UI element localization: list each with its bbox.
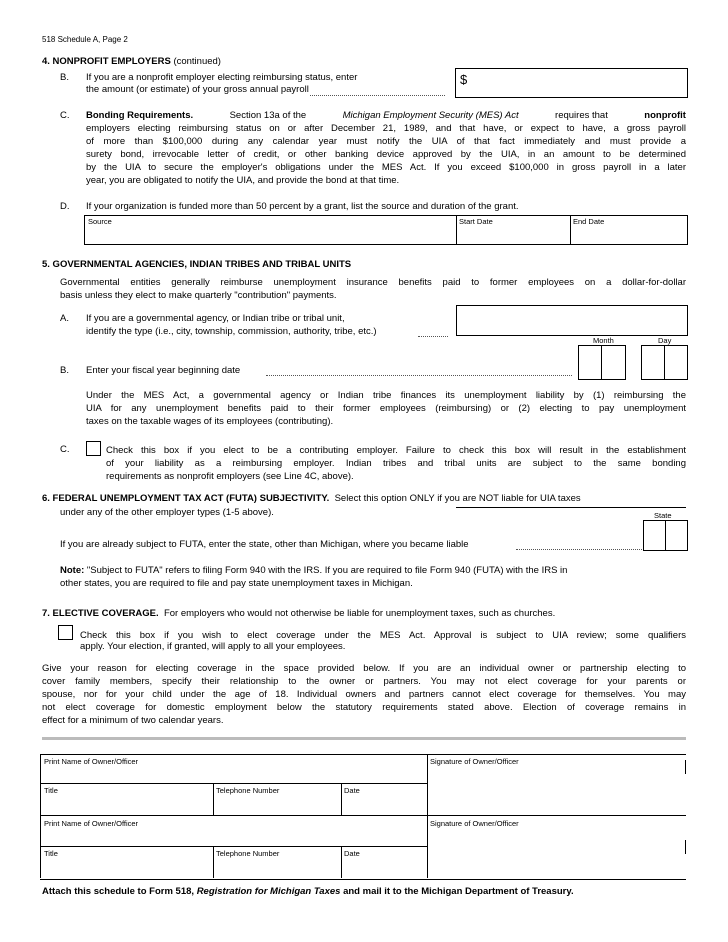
print-name-input[interactable]: [42, 767, 425, 782]
divider: [40, 754, 41, 878]
divider: [427, 754, 428, 878]
signature-field[interactable]: [430, 767, 684, 813]
divider: [341, 846, 342, 878]
gross-payroll-field[interactable]: [455, 68, 688, 98]
item-4c-line5: by the UIA to secure the employer's obligations under the MES Act. If you exceed $100,000 in gross payroll in a later: [86, 162, 686, 173]
item-4d-letter: D.: [60, 201, 70, 212]
divider: [601, 346, 602, 379]
divider: [40, 846, 427, 847]
elective-coverage-checkbox[interactable]: [58, 625, 73, 640]
item-4c-line1: Bonding Requirements. Section 13a of the Michigan Employment Security (MES) Act requires that nonprofit: [86, 110, 686, 121]
item-5a-line1: If you are a governmental agency, or Indian tribe or tribal unit,: [86, 313, 345, 324]
grant-end-date-label: End Date: [573, 217, 605, 226]
section-6-note-line2: other states, you are required to file and pay state unemployment taxes in Michigan.: [60, 578, 413, 589]
title-input[interactable]: [42, 859, 211, 877]
divider: [40, 783, 427, 784]
section-6-already-text: If you are already subject to FUTA, enter the state, other than Michigan, where you became liable: [60, 539, 469, 550]
title-label: Title: [44, 849, 58, 858]
divider: [664, 346, 665, 379]
item-5b-text: Enter your fiscal year beginning date: [86, 365, 241, 376]
month-label: Month: [593, 336, 614, 345]
item-4c-line3: of more than $100,000 during any calendar year must notify the UIA of that fact immediately and must provide a: [86, 136, 686, 147]
fiscal-month-input[interactable]: [578, 345, 626, 380]
page-label: 518 Schedule A, Page 2: [42, 35, 128, 44]
item-4c-line4: surety bond, irrevocable letter of credit, or other banking device approved by the UIA, in an amount to be determined: [86, 149, 686, 160]
section-6-title: 6. FEDERAL UNEMPLOYMENT TAX ACT (FUTA) SUBJECTIVITY. Select this option ONLY if you are NOT liable for UIA taxes: [42, 493, 581, 504]
item-4d-text: If your organization is funded more than 50 percent by a grant, list the source and duration of the grant.: [86, 201, 519, 212]
divider: [213, 783, 214, 815]
divider: [456, 215, 457, 245]
telephone-label: Telephone Number: [216, 786, 280, 795]
item-4b-line1: If you are a nonprofit employer electing reimbursing status, enter: [86, 72, 358, 83]
item-5c-letter: C.: [60, 444, 70, 455]
print-name-label: Print Name of Owner/Officer: [44, 819, 139, 828]
date-label: Date: [344, 849, 360, 858]
section-7-title: 7. ELECTIVE COVERAGE. For employers who would not otherwise be liable for unemployment taxes, such as churches.: [42, 608, 556, 619]
telephone-label: Telephone Number: [216, 849, 280, 858]
section-7-para-line5: effect for a minimum of two calendar years.: [42, 715, 224, 726]
divider: [570, 215, 571, 245]
signature-field[interactable]: [430, 829, 684, 875]
section-5-intro-line2: basis unless they elect to make quarterly "contribution" payments.: [60, 290, 337, 301]
title-input[interactable]: [42, 796, 211, 814]
item-5c-line2: of your liability as a reimbursing employer. Indian tribes and tribal units are subject to the same bonding: [106, 458, 686, 469]
date-input[interactable]: [343, 796, 425, 814]
divider: [213, 846, 214, 878]
day-label: Day: [658, 336, 672, 345]
section-5-para-line2: UIA for any unemployment benefits paid to their former employees (reimbursing) or (2) electing to pay unemployment: [86, 403, 686, 414]
dotted-leader: [266, 375, 572, 376]
divider: [40, 815, 686, 816]
section-7-para-line1: Give your reason for electing coverage in the space provided below. If you are an individual owner or partnership electing to: [42, 663, 686, 674]
date-label: Date: [344, 786, 360, 795]
telephone-input[interactable]: [215, 796, 339, 814]
divider: [456, 507, 686, 508]
section-4-title: 4. NONPROFIT EMPLOYERS (continued): [42, 56, 221, 67]
grant-source-label: Source: [88, 217, 112, 226]
grant-start-date-label: Start Date: [459, 217, 493, 226]
section-7-para-line4: not elect coverage for domestic employment below the statutory requirements stated above. Election of coverage remains in: [42, 702, 686, 713]
divider: [341, 783, 342, 815]
item-5b-letter: B.: [60, 365, 69, 376]
section-7-check-line2: apply. Your election, if granted, will apply to all your employees.: [80, 641, 346, 652]
item-5c-line3: requirements as nonprofit employers (see Line 4C, above).: [106, 471, 354, 482]
dotted-leader: [418, 336, 448, 337]
section-7-para-line3: spouse, nor for your child under the age of 18. Individual owners and partners cannot elect coverage for themselves. You may: [42, 689, 686, 700]
item-4c-line2: employers electing reimbursing status on or after December 21, 1989, and that have, or expect to have, a gross payroll: [86, 123, 686, 134]
title-label: Title: [44, 786, 58, 795]
section-7-para-line2: cover family members, specify their relationship to the owner or partners. You may not elect coverage for your parents or: [42, 676, 686, 687]
reason-rule: [42, 737, 686, 740]
item-5a-line2: identify the type (i.e., city, township, commission, authority, tribe, etc.): [86, 326, 377, 337]
section-5-para-line3: taxes on the taxable wages of its employees (contributing).: [86, 416, 334, 427]
footer-instruction: Attach this schedule to Form 518, Registration for Michigan Taxes and mail it to the Michigan Department of Treasury.: [42, 886, 574, 897]
signature-label: Signature of Owner/Officer: [430, 819, 519, 828]
agency-type-field[interactable]: [456, 305, 688, 336]
item-5a-letter: A.: [60, 313, 69, 324]
dotted-leader: [516, 549, 642, 550]
state-label: State: [654, 511, 672, 520]
date-input[interactable]: [343, 859, 425, 877]
section-5-intro-line1: Governmental entities generally reimburse unemployment insurance benefits paid to former employees on a dollar-for-dollar: [60, 277, 686, 288]
print-name-input[interactable]: [42, 829, 425, 844]
section-6-note-line1: Note: "Subject to FUTA" refers to filing Form 940 with the IRS. If you are required to file Form 940 (FUTA) with the IRS in: [60, 565, 568, 576]
divider: [685, 840, 686, 854]
item-4b-line2: the amount (or estimate) of your gross annual payroll: [86, 84, 309, 95]
grant-end-date-input[interactable]: [572, 228, 684, 242]
contributing-employer-checkbox[interactable]: [86, 441, 101, 456]
print-name-label: Print Name of Owner/Officer: [44, 757, 139, 766]
section-5-para-line1: Under the MES Act, a governmental agency or Indian tribe finances its unemployment liability by (1) reimbursing the: [86, 390, 686, 401]
dotted-leader: [310, 95, 445, 96]
telephone-input[interactable]: [215, 859, 339, 877]
item-4b-letter: B.: [60, 72, 69, 83]
section-6-line2: under any of the other employer types (1-5 above).: [60, 507, 274, 518]
section-7-check-line1: Check this box if you wish to elect coverage under the MES Act. Approval is subject to UIA review; some qualifiers: [80, 630, 686, 641]
signature-label: Signature of Owner/Officer: [430, 757, 519, 766]
divider: [665, 521, 666, 550]
item-5c-line1: Check this box if you elect to be a contributing employer. Failure to check this box will result in the establishment: [106, 445, 686, 456]
dollar-sign: $: [460, 72, 468, 87]
item-4c-line6: year, you are obligated to notify the UIA, and provide the bond at that time.: [86, 175, 400, 186]
grant-source-input[interactable]: [86, 228, 454, 242]
divider: [685, 760, 686, 774]
grant-start-date-input[interactable]: [458, 228, 568, 242]
item-4c-letter: C.: [60, 110, 70, 121]
section-5-title: 5. GOVERNMENTAL AGENCIES, INDIAN TRIBES AND TRIBAL UNITS: [42, 259, 352, 270]
